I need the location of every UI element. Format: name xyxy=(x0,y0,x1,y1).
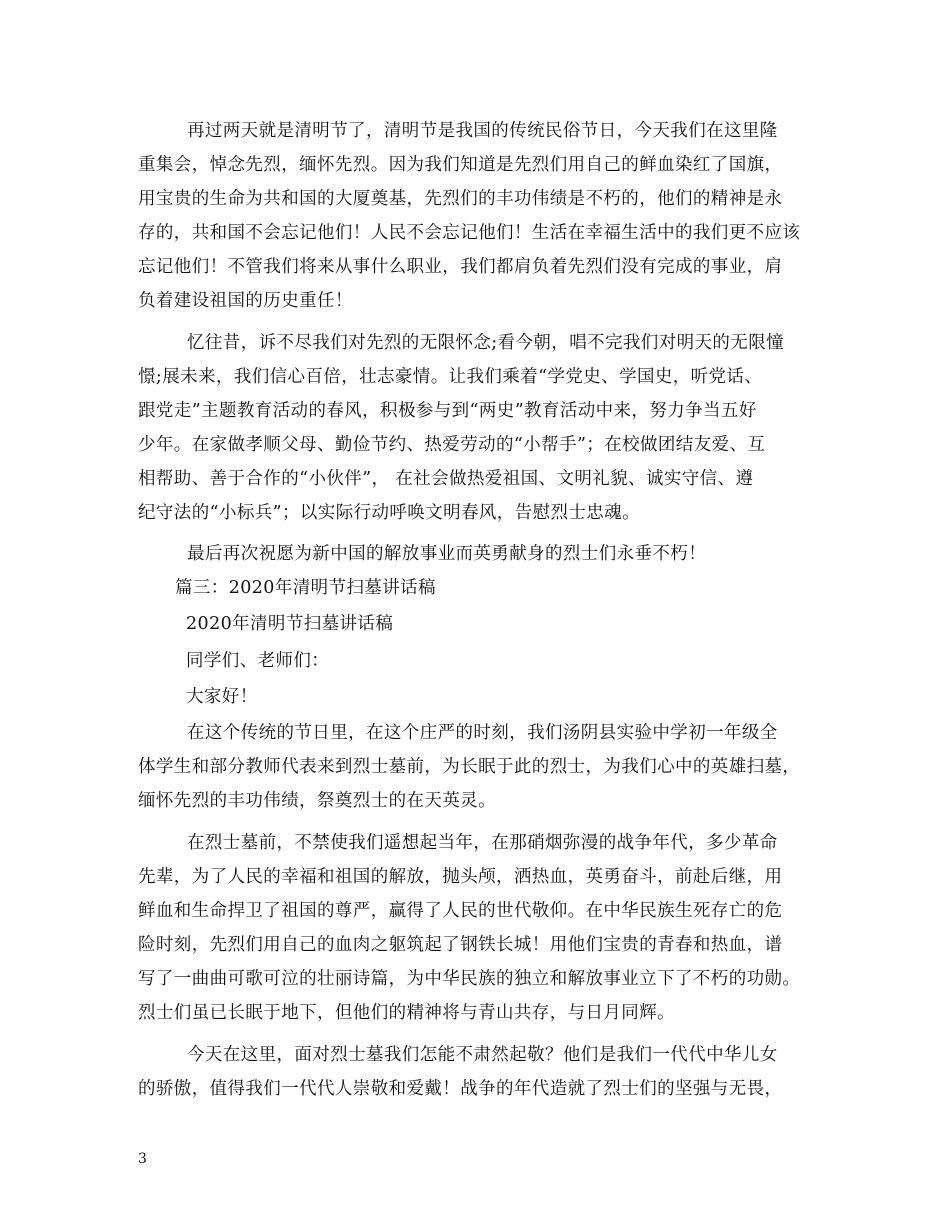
text-line-6: 负着建设祖国的历史重任！ xyxy=(138,291,353,311)
text-line-4: 存的，共和国不会忘记他们！人民不会忘记他们！生活在幸福生活中的我们更不应该 xyxy=(138,223,801,243)
text-line-9: 跟党走”主题教育活动的春风，积极参与到“两史”教育活动中来，努力争当五好 xyxy=(138,401,757,421)
text-line-27: 今天在这里，面对烈士墓我们怎能不肃然起敬？他们是我们一代代中华儿女 xyxy=(187,1045,778,1065)
text-line-3: 用宝贵的生命为共和国的大厦奠基，先烈们的丰功伟绩是不朽的，他们的精神是永 xyxy=(138,189,783,209)
text-line-18: 在这个传统的节日里，在这个庄严的时刻，我们汤阴县实验中学初一年级全 xyxy=(187,723,778,743)
greeting: 大家好！ xyxy=(186,687,258,707)
text-line-2: 重集会，悼念先烈，缅怀先烈。因为我们知道是先烈们用自己的鲜血染红了国旗， xyxy=(138,155,783,175)
text-line-25: 写了一曲曲可歌可泣的壮丽诗篇，为中华民族的独立和解放事业立下了不朽的功勋。 xyxy=(138,969,801,989)
text-line-13: 最后再次祝愿为新中国的解放事业而英勇献身的烈士们永垂不朽！ xyxy=(187,544,707,564)
text-line-8: 憬;展未来，我们信心百倍，壮志豪情。让我们乘着“学党史、学国史，听党话、 xyxy=(138,367,763,387)
salutation: 同学们、老师们： xyxy=(186,651,330,671)
text-line-7: 忆往昔，诉不尽我们对先烈的无限怀念;看今朝，唱不完我们对明天的无限憧 xyxy=(187,333,784,353)
speech-title: 2020年清明节扫墓讲话稿 xyxy=(186,614,394,634)
page-number: 3 xyxy=(138,1151,147,1167)
text-line-26: 烈士们虽已长眠于地下，但他们的精神将与青山共存，与日月同辉。 xyxy=(138,1003,675,1023)
text-line-20: 缅怀先烈的丰功伟绩，祭奠烈士的在天英灵。 xyxy=(138,791,496,811)
text-line-21: 在烈士墓前，不禁使我们遥想起当年，在那硝烟弥漫的战争年代，多少革命 xyxy=(187,833,778,853)
text-line-12: 纪守法的“小标兵”；以实际行动呼唤文明春风，告慰烈士忠魂。 xyxy=(138,503,640,523)
text-line-5: 忘记他们！不管我们将来从事什么职业，我们都肩负着先烈们没有完成的事业，肩 xyxy=(138,257,783,277)
text-line-19: 体学生和部分教师代表来到烈士墓前，为长眠于此的烈士，为我们心中的英雄扫墓， xyxy=(138,757,801,777)
text-line-24: 险时刻，先烈们用自己的血肉之躯筑起了钢铁长城！用他们宝贵的青春和热血，谱 xyxy=(138,935,783,955)
section-heading: 篇三：2020年清明节扫墓讲话稿 xyxy=(175,578,436,598)
text-line-1: 再过两天就是清明节了，清明节是我国的传统民俗节日，今天我们在这里隆 xyxy=(187,121,778,141)
text-line-23: 鲜血和生命捍卫了祖国的尊严，赢得了人民的世代敬仰。在中华民族生死存亡的危 xyxy=(138,901,783,921)
text-line-22: 先辈，为了人民的幸福和祖国的解放，抛头颅，洒热血，英勇奋斗，前赴后继，用 xyxy=(138,867,783,887)
text-line-11: 相帮助、善于合作的“小伙伴”， 在社会做热爱祖国、文明礼貌、诚实守信、遵 xyxy=(138,469,754,489)
text-line-10: 少年。在家做孝顺父母、勤俭节约、热爱劳动的“小帮手”；在校做团结友爱、互 xyxy=(138,435,766,455)
text-line-28: 的骄傲，值得我们一代代人崇敬和爱戴！战争的年代造就了烈士们的坚强与无畏， xyxy=(138,1079,783,1099)
